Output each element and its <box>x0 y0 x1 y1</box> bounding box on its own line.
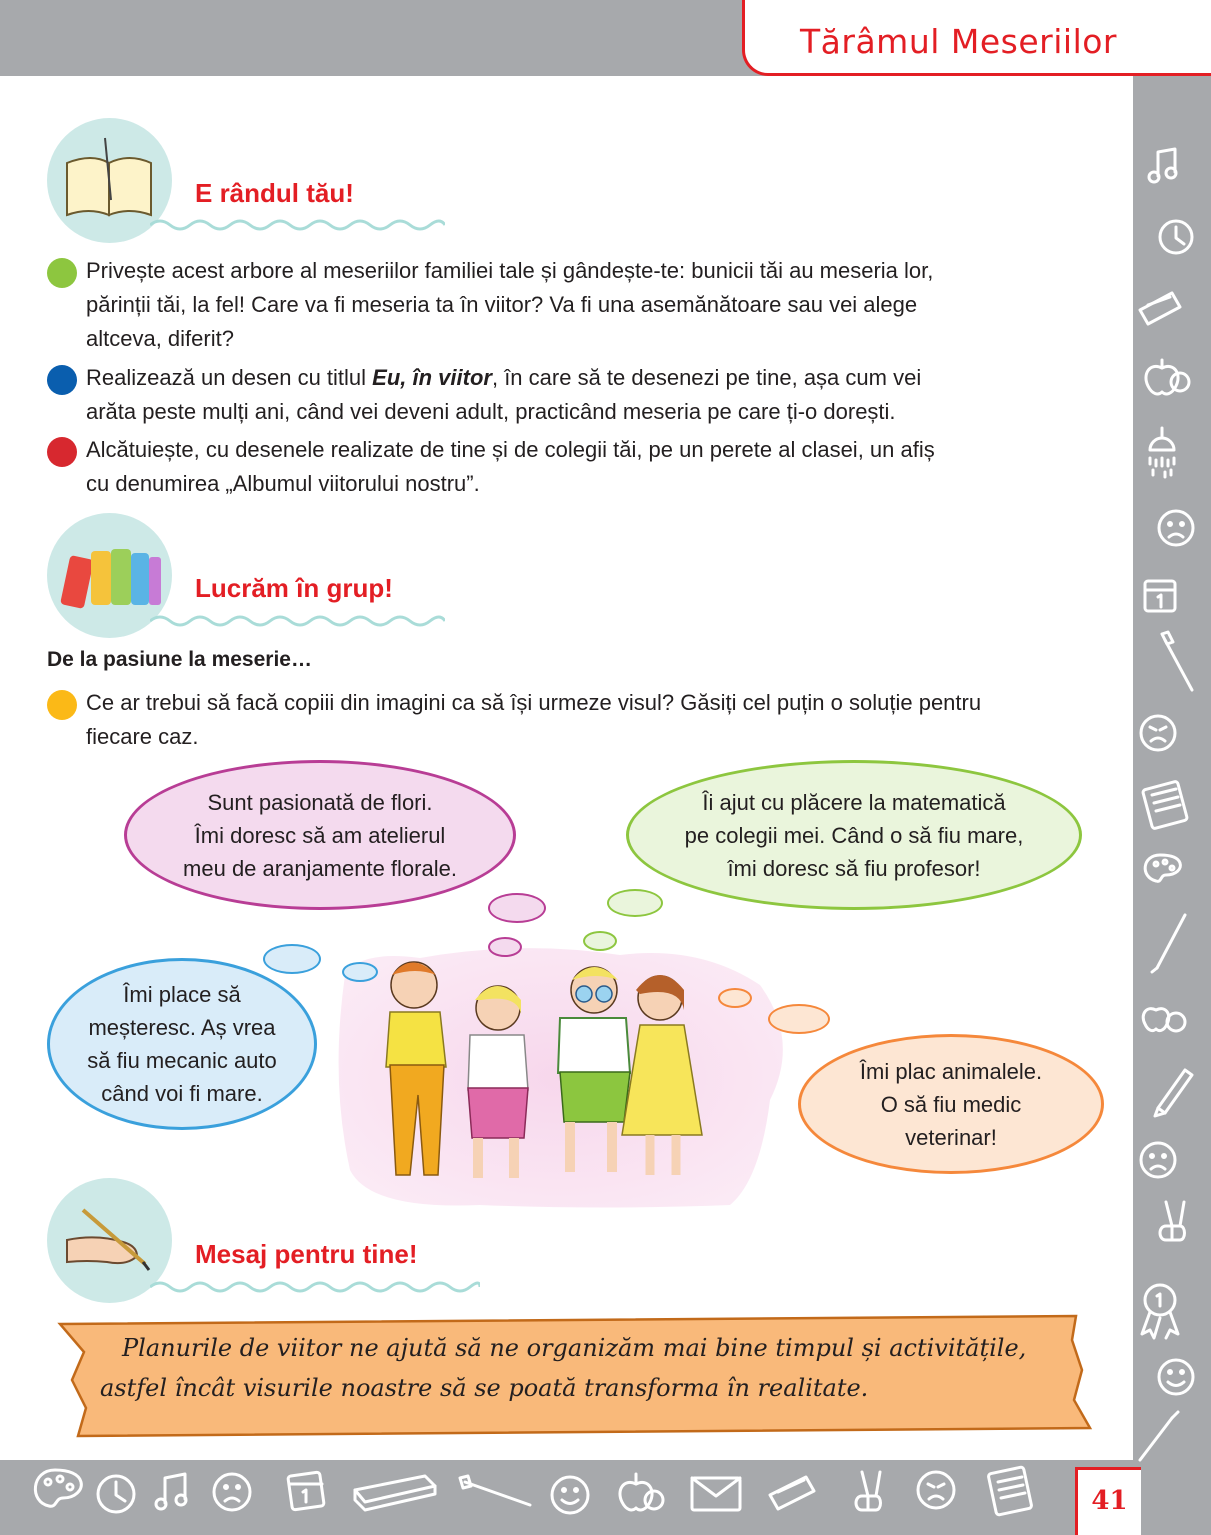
section-title-group-work: Lucrăm în grup! <box>195 573 393 603</box>
text-line: Alcătuiește, cu desenele realizate de tine și de colegii tăi, pe un perete al clasei, un afiș <box>86 437 935 462</box>
text-line: cu denumirea „Albumul viitorului nostru”. <box>86 471 480 496</box>
text-line: Realizează un desen cu titlul Eu, în viitor, în care să te desenezi pe tine, așa cum vei <box>86 365 922 390</box>
section-title-your-turn: E rândul tău! <box>195 178 354 208</box>
bubble-text: Sunt pasionată de flori. Îmi doresc să am atelierul meu de aranjamente florale. <box>183 789 457 881</box>
text-line: altceva, diferit? <box>86 326 234 351</box>
bubble-text: Îmi plac animalele. O să fiu medic veterinar! <box>859 1058 1043 1150</box>
subheading-passion: De la pasiune la meserie… <box>47 648 312 671</box>
text-line: fiecare caz. <box>86 724 199 749</box>
message-line-1: Planurile de viitor ne ajută să ne organizăm mai bine timpul și activitățile, <box>122 1334 1027 1362</box>
page-number: 41 <box>1075 1467 1141 1535</box>
text-line: părinții tăi, la fel! Care va fi meseria ta în viitor? Va fi una asemănătoare sau vei alege <box>86 292 918 317</box>
text-line: Privește acest arbore al meseriilor familiei tale și gândește-te: bunicii tăi au meseria lor, <box>86 258 934 283</box>
emphasis-title: Eu, în viitor <box>372 365 492 390</box>
section-title-message: Mesaj pentru tine! <box>195 1239 418 1269</box>
text-line: Ce ar trebui să facă copiii din imagini ca să își urmeze visul? Găsiți cel puțin o soluție pentru <box>86 690 982 715</box>
bubble-text: Îi ajut cu plăcere la matematică pe colegii mei. Când o să fiu mare, îmi doresc să fiu profesor! <box>684 789 1024 881</box>
message-line-2: astfel încât visurile noastre să se poată transforma în realitate. <box>100 1374 869 1402</box>
text-line: arăta peste mulți ani, când vei deveni adult, practicând meseria pe care ți-o dorești. <box>86 399 896 424</box>
bubble-text: Îmi place să meșteresc. Aș vrea să fiu mecanic auto când voi fi mare. <box>87 982 277 1106</box>
chapter-title: Tărâmul Meseriilor <box>800 22 1117 61</box>
